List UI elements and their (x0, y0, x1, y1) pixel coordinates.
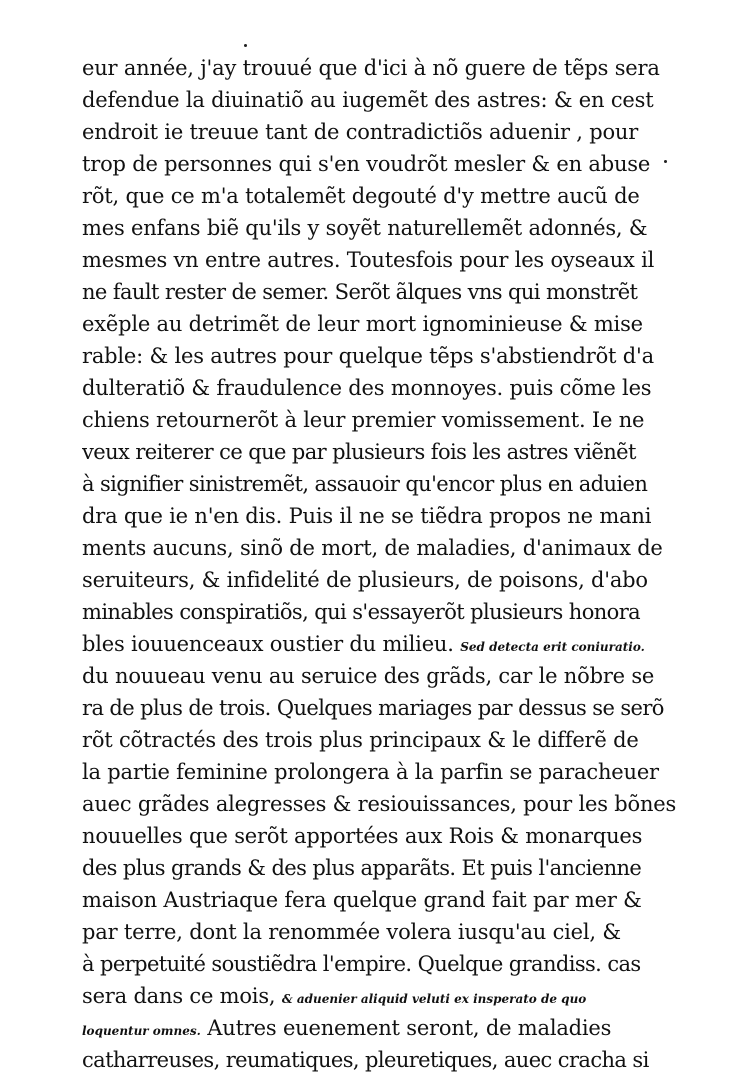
text-line-20: du nouueau venu au seruice des grãds, car le nõbre se (82, 664, 655, 688)
text-line-12: chiens retournerõt à leur premier vomissement. Ie ne (82, 408, 645, 432)
text-line-4: trop de personnes qui s'en voudrõt mesler & en abuse (82, 152, 651, 176)
text-line-1: eur année, j'ay trouué que d'ici à nõ guere de tẽps sera (82, 56, 660, 80)
text-line-19-main: bles iouuenceaux oustier du milieu. (82, 632, 454, 656)
text-line-7: mesmes vn entre autres. Toutesfois pour les oyseaux il (82, 248, 655, 272)
text-line-9: exẽple au detrimẽt de leur mort ignominieuse & mise (82, 312, 643, 336)
text-line-23: la partie feminine prolongera à la parfin se paracheuer (82, 760, 659, 784)
text-line-14: à signifier sinistremẽt, assauoir qu'encor plus en aduien (82, 472, 648, 496)
text-line-31 (82, 1012, 682, 1044)
page-text-block (82, 52, 682, 1076)
text-line-11: dulteratiõ & fraudulence des monnoyes. puis cõme les (82, 376, 652, 400)
text-line-32: catharreuses, reumatiques, pleuretiques, auec cracha si (82, 1048, 649, 1072)
text-line-5: rõt, que ce m'a totalemẽt degouté d'y mettre aucũ de (82, 184, 640, 208)
text-line-31-main: Autres euenement seront, de maladies (207, 1016, 612, 1040)
text-line-2: defendue la diuinatiõ au iugemẽt des astres: & en cest (82, 88, 654, 112)
text-line-28: par terre, dont la renommée volera iusqu'au ciel, & (82, 920, 621, 944)
print-speck (664, 160, 667, 163)
text-line-30 (82, 980, 682, 1012)
text-line-26: des plus grands & des plus apparãts. Et puis l'ancienne (82, 856, 642, 880)
text-line-16: ments aucuns, sinõ de mort, de maladies, d'animaux de (82, 536, 663, 560)
text-line-15: dra que ie n'en dis. Puis il ne se tiẽdra propos ne mani (82, 504, 652, 528)
text-line-10: rable: & les autres pour quelque tẽps s'abstiendrõt d'a (82, 344, 654, 368)
text-line-3: endroit ie treuue tant de contradictiõs aduenir , pour (82, 120, 639, 144)
text-line-29: à perpetuité soustiẽdra l'empire. Quelque grandiss. cas (82, 952, 641, 976)
text-line-8: ne fault rester de semer. Serõt ãlques vns qui monstrẽt (82, 280, 638, 304)
text-line-25: nouuelles que serõt apportées aux Rois & monarques (82, 824, 643, 848)
text-line-19 (82, 628, 682, 660)
text-line-21: ra de plus de trois. Quelques mariages par dessus se serõ (82, 696, 664, 720)
text-line-27: maison Austriaque fera quelque grand fait par mer & (82, 888, 642, 912)
text-line-19-side-note: Sed detecta erit coniuratio. (460, 640, 645, 654)
text-line-31-italic: loquentur omnes. (82, 1024, 201, 1038)
text-line-22: rõt cõtractés des trois plus principaux & le differẽ de (82, 728, 639, 752)
text-line-17: seruiteurs, & infidelité de plusieurs, de poisons, d'abo (82, 568, 648, 592)
text-line-30-main: sera dans ce mois, (82, 984, 276, 1008)
print-speck (244, 44, 247, 47)
text-line-24: auec grãdes alegresses & resiouissances, pour les bõnes (82, 792, 677, 816)
text-line-6: mes enfans biẽ qu'ils y soyẽt naturellemẽt adonnés, & (82, 216, 648, 240)
text-line-18: minables conspiratiõs, qui s'essayerõt plusieurs honora (82, 600, 641, 624)
text-line-30-italic: & aduenier aliquid veluti ex insperato de quo (281, 992, 587, 1006)
text-line-13: veux reiterer ce que par plusieurs fois les astres viẽnẽt (82, 440, 636, 464)
